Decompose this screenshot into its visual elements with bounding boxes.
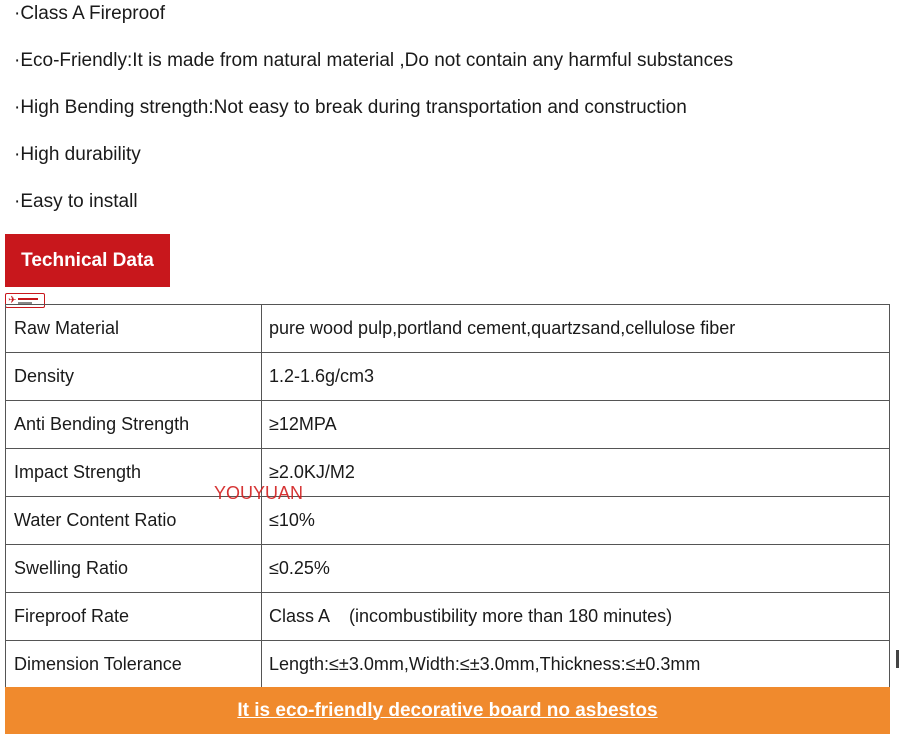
footer-banner (5, 687, 890, 734)
spec-value: ≤10% (262, 497, 890, 545)
logo-lines (18, 298, 38, 304)
technical-data-header (5, 234, 170, 287)
spec-value: pure wood pulp,portland cement,quartzsand,cellulose fiber (262, 305, 890, 353)
table-row (6, 305, 890, 353)
spec-value: ≥2.0KJ/M2 (262, 449, 890, 497)
spec-value: Class A (incombustibility more than 180 minutes) (262, 593, 890, 641)
table-row (6, 449, 890, 497)
table-row (6, 593, 890, 641)
spec-property: Fireproof Rate (6, 593, 262, 641)
table-row (6, 401, 890, 449)
spec-value: ≥12MPA (262, 401, 890, 449)
table-row (6, 641, 890, 689)
table-row (6, 545, 890, 593)
table-row (6, 353, 890, 401)
feature-durability: ·High durability (14, 144, 141, 165)
technical-data-title: Technical Data (21, 249, 154, 271)
spec-property: Raw Material (6, 305, 262, 353)
feature-bending-strength: ·High Bending strength:Not easy to break during transportation and construction (14, 97, 687, 118)
spec-property: Swelling Ratio (6, 545, 262, 593)
table-row (6, 497, 890, 545)
logo-glyph-icon: ✈ (8, 294, 17, 306)
feature-eco-friendly: ·Eco-Friendly:It is made from natural material ,Do not contain any harmful substances (14, 50, 734, 71)
spec-value: ≤0.25% (262, 545, 890, 593)
footer-slogan: It is eco-friendly decorative board no asbestos (237, 699, 658, 721)
spec-property: Water Content Ratio (6, 497, 262, 545)
technical-data-table (5, 304, 890, 689)
spec-property: Anti Bending Strength (6, 401, 262, 449)
spec-property: Dimension Tolerance (6, 641, 262, 689)
feature-fireproof: ·Class A Fireproof (14, 3, 165, 24)
spec-value: 1.2-1.6g/cm3 (262, 353, 890, 401)
brand-watermark: YOUYUAN (214, 483, 304, 503)
spec-property: Density (6, 353, 262, 401)
spec-property: Impact Strength (6, 449, 262, 497)
edge-divider (896, 650, 899, 668)
feature-easy-install: ·Easy to install (14, 191, 138, 212)
spec-value: Length:≤±3.0mm,Width:≤±3.0mm,Thickness:≤±0.3mm (262, 641, 890, 689)
